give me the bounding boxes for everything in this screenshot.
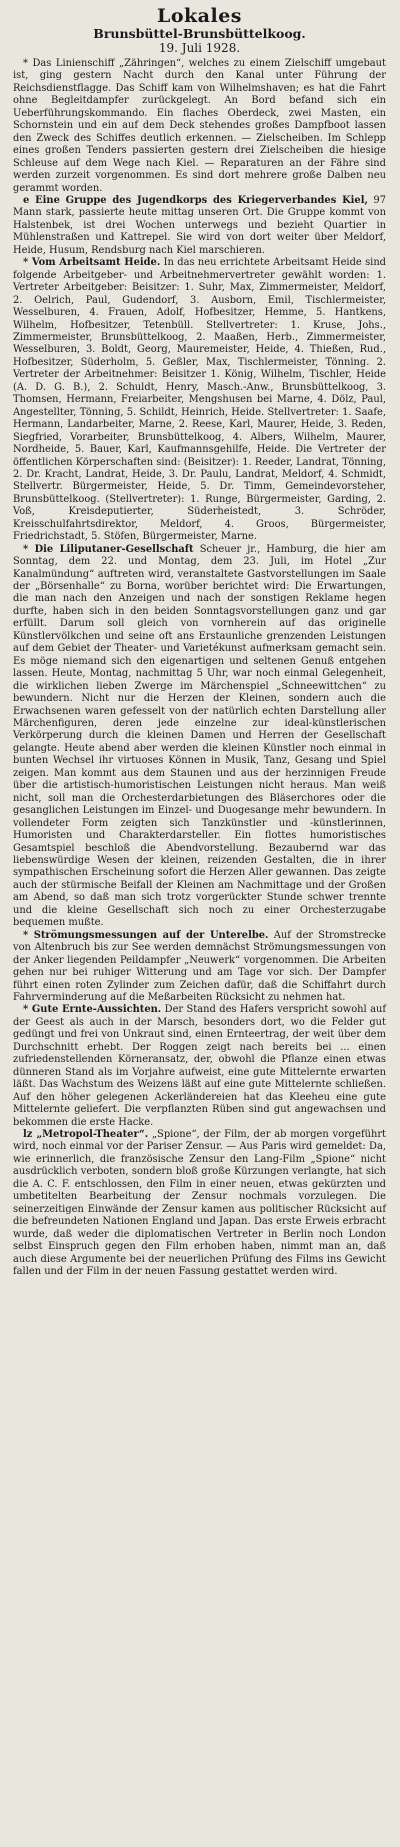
article-metropol-theater <box>13 1129 386 1278</box>
date-line: 19. Juli 1928. <box>158 41 241 55</box>
article-headline: * Die Liliputaner-Gesellschaft <box>23 543 194 555</box>
place-line: Brunsbüttel-Brunsbüttelkoog. <box>93 26 306 41</box>
article-jugendkorps <box>13 195 386 257</box>
article-ernte <box>13 1004 386 1129</box>
article-body: Auf der Stromstrecke von Altenbruch bis zur See werden demnächst Strömungsmessungen von der Anker liegenden Peildampfer „Neuwerk“ vorgenommen. Die Arbeiten gehen nur bei ruhiger Witterung und am Tage vor sich. Der Dampfer führt einen roten Zylinder zum Zeichen dafür, daß die Schiffahrt durch Fahrverminderung auf die Meßarbeiten Rücksicht zu nehmen hat. <box>13 929 386 1003</box>
article-headline: * Strömungsmessungen auf der Unterelbe. <box>23 929 269 941</box>
article-body: * Das Linienschiff „Zähringen“, welches zu einem Zielschiff umgebaut ist, ging gestern Nacht durch den Kanal unter Führung der Reichsdienstflagge. Das Schiff kam von Wilhelmshaven; es hat die Fahrt ohne Begleitdampfer zurückgelegt. An Bord befand sich ein Ueberführungskommando. Ein flaches Oberdeck, zwei Masten, ein Schornstein und ein auf dem Deck stehendes großes Dampfboot lassen den Zweck des Schiffes deutlich erkennen. — Zielscheiben. Im Schlepp eines großen Tenders passierten gestern drei Zielscheiben die hiesige Schleuse auf dem Wege nach Kiel. — Reparaturen an der Fähre sind werden zurzeit vorgenommen. Es sind dort mehrere große Dalben neu gerammt worden. <box>13 58 386 194</box>
article-headline: * Vom Arbeitsamt Heide. <box>23 257 161 269</box>
section-title: Lokales <box>156 5 242 27</box>
article-body: In das neu errichtete Arbeitsamt Heide sind folgende Arbeitgeber- und Arbeitnehmervertreter gewählt worden: 1. Vertreter Arbeitgeber: Beisitzer: 1. Suhr, Max, Zimmermeister, Meldorf, 2. Oelrich, Paul, Gudendorf, 3. Ausborn, Emil, Tischlermeister, Wesselburen, 4. Frauen, Adolf, Hofbesitzer, Hemme, 5. Hantkens, Wilhelm, Hofbesitzer, Tetenbüll. Stellvertreter: 1. Kruse, Johs., Zimmermeister, Brunsbüttelkoog, 2. Maaßen, Herb., Zimmermeister, Wesselburen, 3. Boldt, Georg, Mauremeister, Heide, 4. Thießen, Rud., Hofbesitzer, Süderholm, 5. Geßler, Max, Tischlermeister, Tönning. 2. Vertreter der Arbeitnehmer: Beisitzer 1. König, Wilhelm, Tischler, Heide (A. D. G. B.), 2. Schuldt, Henry, Masch.-Anw., Brunsbüttelkoog, 3. Thomsen, Hermann, Freiarbeiter, Mengshusen bei Marne, 4. Dölz, Paul, Angestellter, Tönning, 5. Schildt, Heinrich, Heide. Stellvertreter: 1. Saafe, Hermann, Landarbeiter, Marne, 2. Reese, Karl, Maurer, Heide, 3. Reden, Siegfried, Vorarbeiter, Brunsbüttelkoog, 4. Albers, Wilhelm, Maurer, Nordheide, 5. Bauer, Karl, Kaufmannsgehilfe, Heide. Die Vertreter der öffentlichen Körperschaften sind: (Beisitzer): 1. Reeder, Landrat, Tönning, 2. Dr. Kracht, Landrat, Heide, 3. Dr. Paulu, Landrat, Meldorf, 4. Schmidt, Stellvertr. Bürgermeister, Heide, 5. Dr. Timm, Gemeindevorsteher, Brunsbüttelkoog. (Stellvertreter): 1. Runge, Bürgermeister, Garding, 2. Voß, Kreisdeputierter, Süderheistedt, 3. Schröder, Kreisschulfahrtsdirektor, Meldorf, 4. Groos, Bürgermeister, Friedrichstadt, 5. Stöfen, Bürgermeister, Marne. <box>13 257 387 543</box>
article-headline: e Eine Gruppe des Jugendkorps des Kriegerverbandes Kiel, <box>23 194 368 206</box>
article-arbeitsamt <box>13 257 386 543</box>
article-body: „Spione“, der Film, der ab morgen vorgeführt wird, noch einmal vor der Pariser Zensur. — Aus Paris wird gemeldet: Da, wie erinnerlich, die französische Zensur den Lang-Film „Spione“ nicht ausdrücklich verboten, sondern bloß große Kürzungen verlangte, hat sich die A. C. F. entschlossen, den Film in einer neuen, etwas gekürzten und umbetitelten Bearbeitung der Zensur nochmals vorzulegen. Die seinerzeitigen Einwände der Zensur kamen aus politischer Rücksicht auf die befreundeten Nationen England und Japan. Das erste Erweis erbracht wurde, daß weder die diplomatischen Vertreter in Berlin noch London selbst Einspruch gegen den Film erhoben haben, nimmt man an, daß auch diese Argumente bei der neuerlichen Prüfung des Films ins Gewicht fallen und der Film in der neuen Fassung gestattet werden wird. <box>13 1128 387 1277</box>
article-body: 97 Mann stark, passierte heute mittag unseren Ort. Die Gruppe kommt von Halstenbek, ist drei Wochen unterwegs und bezieht Quartier in Mühlenstraßen und Kattrepel. Sie wird von dort weiter über Meldorf, Heide, Husum, Rendsburg nach Kiel marschieren. <box>13 194 386 256</box>
article-liliputaner <box>13 544 386 930</box>
article-stroemungsmessungen <box>13 930 386 1005</box>
article-body: Der Stand des Hafers verspricht sowohl auf der Geest als auch in der Marsch, besonders dort, wo die Felder gut gedüngt und frei von Unkraut sind, einen Ernteertrag, der weit über dem Durchschnitt erhebt. Der Roggen zeigt nach bereits bei ... einen zufriedenstellenden Körneransatz, der, obwohl die Pflanze einen etwas dünneren Stand als im Vorjahre aufweist, eine gute Mittelernte erwarten läßt. Das Wachstum des Weizens läßt auf eine gute Mittelernte schließen. Auf den höher gelegenen Ackerländereien hat das Kleeheu eine gute Mittelernte geliefert. Die verpflanzten Rüben sind gut angewachsen und bekommen die erste Hacke. <box>13 1004 386 1128</box>
article-zaehringen <box>13 58 386 195</box>
article-headline: lz „Metropol-Theater“. <box>23 1128 149 1140</box>
article-headline: * Gute Ernte-Aussichten. <box>23 1004 162 1016</box>
article-body: Scheuer jr., Hamburg, die hier am Sonntag, dem 22. und Montag, dem 23. Juli, im Hotel „Zur Kanalmündung“ auftreten wird, veranstaltete Gastvorstellungen im Saale der „Börsenhalle“ zu Borna, worüber berichtet wird: Die Erwartungen, die man nach den Anzeigen und nach der sonstigen Reklame hegen durfte, haben sich in den beiden Sonntagsvorstellungen ganz und gar erfüllt. Darum soll gleich von vornherein auf das originelle Künstlervölkchen und seine oft ans Erstaunliche grenzenden Leistungen auf dem Gebiet der Theater- und Varietékunst aufmerksam gemacht sein. Es möge niemand sich den eigenartigen und seltenen Genuß entgehen lassen. Heute, Montag, nachmittag 5 Uhr, war noch einmal Gelegenheit, die wirklichen lieben Zwerge im Märchenspiel „Schneewittchen“ zu bewundern. Nicht nur die Herzen der Kleinen, sondern auch die Erwachsenen waren gefesselt von der natürlich echten Darstellung aller Märchenfiguren, deren jede einzelne zur ideal-künstlerischen Verkörperung durch die kleinen Damen und Herren der Gesellschaft gelangte. Heute abend aber werden die kleinen Künstler noch einmal in bunten Wechsel ihr virtuoses Können in Musik, Tanz, Gesang und Spiel zeigen. Man kommt aus dem Staunen und aus der herzinnigen Freude über die artistisch-humoristischen Leistungen nicht heraus. Man weiß nicht, soll man die Orchesterdarbietungen des Bläserchores oder die gesanglichen Leistungen im Einzel- und Duogesange mehr bewundern. In vollendeter Form zeigten sich Tanzkünstler und -künstlerinnen, Humoristen und Charakterdarsteller. Ein flottes humoristisches Gesamtspiel beschloß die Abendvorstellung. Bezaubernd war das liebenswürdige Wesen der kleinen, reizenden Gestalten, die in ihrer sympathischen Erscheinung sofort die Herzen Aller gewannen. Das zeigte auch der stürmische Beifall der Kleinen am Nachmittage und der Großen am Abend, so daß man sich trotz vorgerückter Stunde schwer trennte und die kleine Gesellschaft sich noch zu einer Orchesterzugabe bequemen mußte. <box>13 543 386 929</box>
